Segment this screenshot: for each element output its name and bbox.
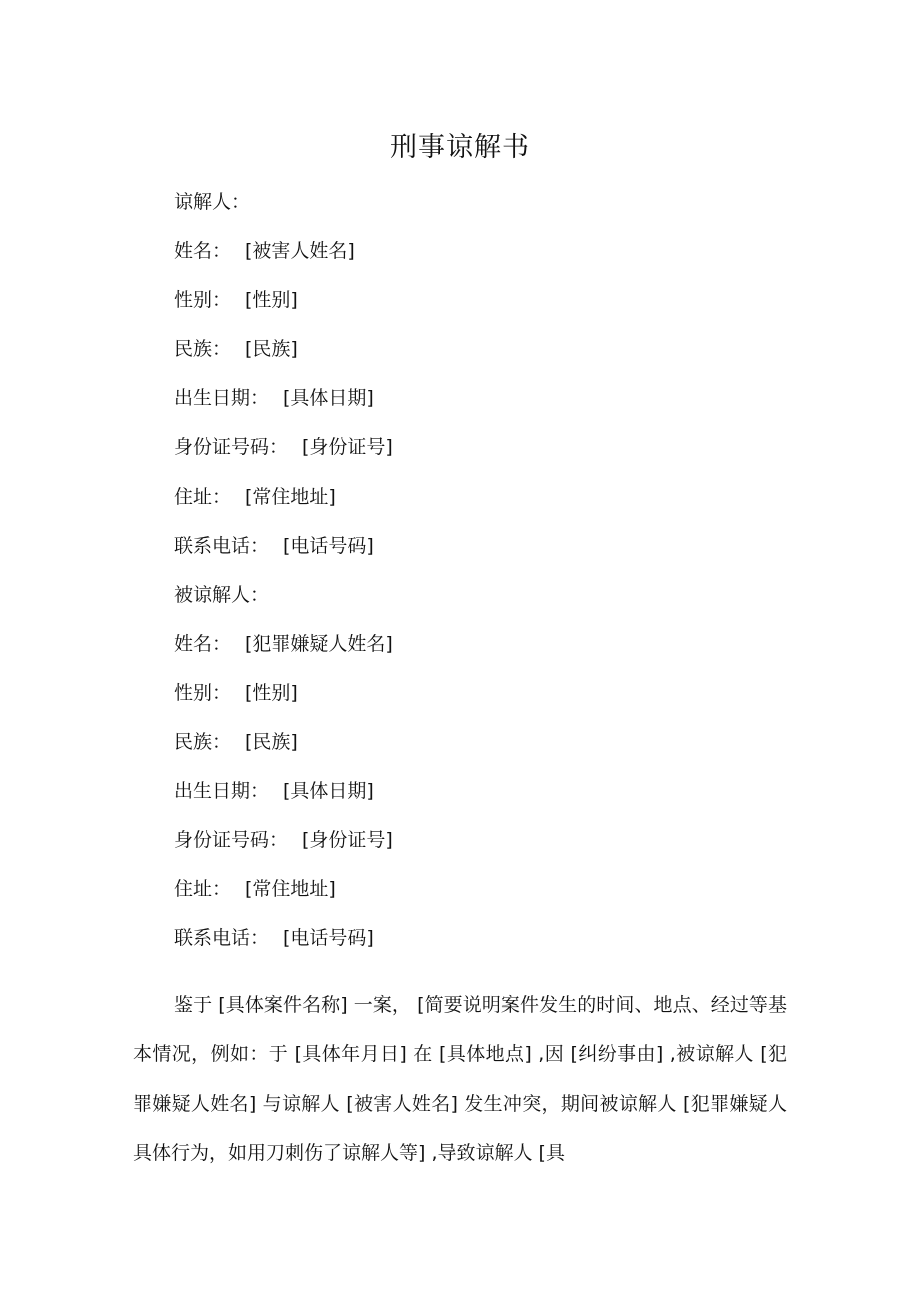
field-value: [身份证号] xyxy=(302,436,393,459)
field-label: 住址： xyxy=(174,485,232,508)
field-value: [具体日期] xyxy=(283,387,374,410)
field-label: 姓名： xyxy=(174,240,232,263)
field-value: [具体日期] xyxy=(283,780,374,803)
party-a-id-number-row xyxy=(174,425,794,474)
party-a-birthdate-row xyxy=(174,376,794,425)
field-value: [电话号码] xyxy=(283,927,374,950)
field-value: [民族] xyxy=(245,338,298,361)
party-b-address-row xyxy=(174,867,794,916)
party-info-list xyxy=(174,180,794,966)
field-label: 性别： xyxy=(174,289,232,312)
field-value: [常住地址] xyxy=(245,878,336,901)
field-value: [身份证号] xyxy=(302,829,393,852)
party-b-heading: 被谅解人： xyxy=(174,583,270,606)
party-a-name-row xyxy=(174,229,794,278)
party-b-gender-row xyxy=(174,671,794,720)
document-title: 刑事谅解书 xyxy=(390,132,530,163)
field-label: 身份证号码： xyxy=(174,829,289,852)
field-value: [被害人姓名] xyxy=(245,240,355,263)
field-value: [性别] xyxy=(245,681,298,704)
party-a-gender-row xyxy=(174,278,794,327)
field-value: [电话号码] xyxy=(283,534,374,557)
field-value: [常住地址] xyxy=(245,485,336,508)
field-label: 民族： xyxy=(174,338,232,361)
field-label: 联系电话： xyxy=(174,927,270,950)
party-b-name-row xyxy=(174,622,794,671)
field-value: [性别] xyxy=(245,289,298,312)
field-label: 联系电话： xyxy=(174,534,270,557)
field-label: 民族： xyxy=(174,731,232,754)
party-b-ethnicity-row xyxy=(174,720,794,769)
field-label: 身份证号码： xyxy=(174,436,289,459)
party-b-phone-row xyxy=(174,916,794,965)
field-value: [犯罪嫌疑人姓名] xyxy=(245,632,393,655)
case-description-paragraph: 鉴于 [具体案件名称] 一案， [简要说明案件发生的时间、地点、经过等基本情况，例如：于 [具体年月日] 在 [具体地点] ,因 [纠纷事由] ,被谅解人 [犯罪嫌疑人姓名] 与谅解人 [被害人姓名] 发生冲突，期间被谅解人 [犯罪嫌疑人具体行为，如用刀刺伤了谅解人等] ,导致谅解人 [具 xyxy=(133,994,787,1165)
field-label: 出生日期： xyxy=(174,387,270,410)
party-a-heading: 谅解人： xyxy=(174,191,251,213)
field-label: 出生日期： xyxy=(174,780,270,803)
party-b-id-number-row xyxy=(174,818,794,867)
field-label: 住址： xyxy=(174,878,232,901)
party-a-phone-row xyxy=(174,524,794,573)
party-b-birthdate-row xyxy=(174,769,794,818)
party-a-ethnicity-row xyxy=(174,327,794,376)
field-value: [民族] xyxy=(245,731,298,754)
party-a-address-row xyxy=(174,475,794,524)
field-label: 性别： xyxy=(174,681,232,704)
field-label: 姓名： xyxy=(174,632,232,655)
